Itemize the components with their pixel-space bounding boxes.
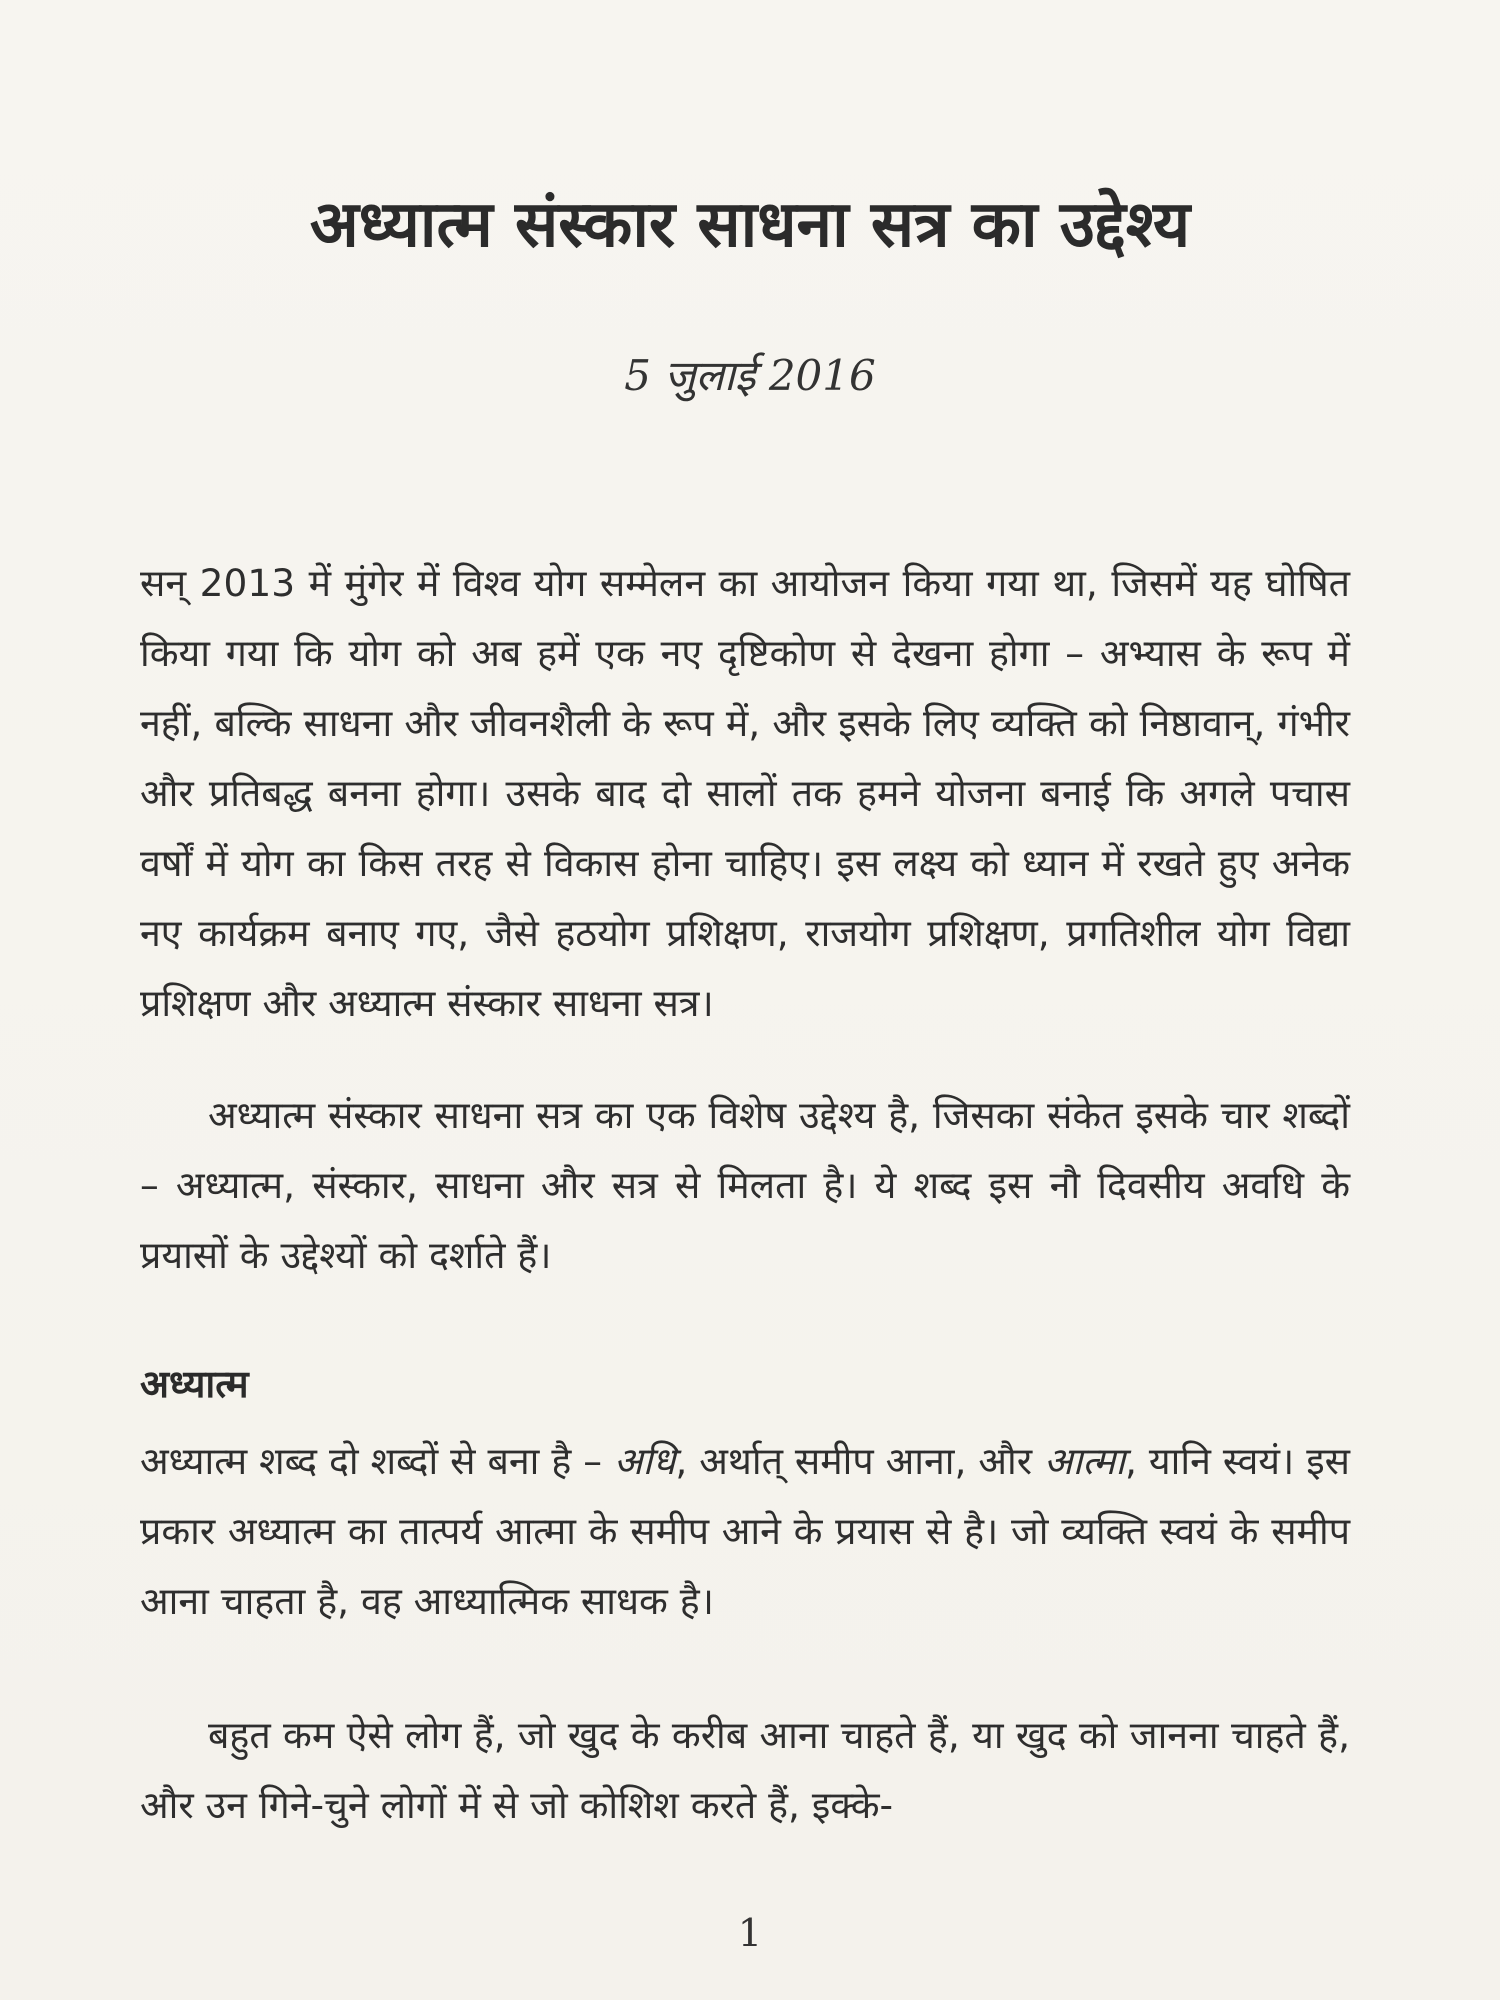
section-paragraph-2: बहुत कम ऐसे लोग हैं, जो खुद के करीब आना चाहते हैं, या खुद को जानना चाहते हैं, और उन गिने-चुने लोगों में से जो कोशिश करते हैं, इक्के- [140,1713,1350,1827]
date-line: 5 जुलाई 2016 [624,351,876,400]
page-number: 1 [737,1911,763,1955]
section-paragraph-1 [140,1426,1350,1636]
page-title: अध्यात्म संस्कार साधना सत्र का उद्देश्य [309,188,1191,262]
paragraph-2: अध्यात्म संस्कार साधना सत्र का एक विशेष उद्देश्य है, जिसका संकेत इसके चार शब्दों – अध्यात्म, संस्कार, साधना और सत्र से मिलता है। ये शब्द इस नौ दिवसीय अवधि के प्रयासों के उद्देश्यों को दर्शाते हैं। [140,1093,1350,1277]
para-mid: , अर्थात् समीप आना, और [675,1439,1045,1483]
para-rest: , यानि स्वयं। इस प्रकार अध्यात्म का तात्पर्य आत्मा के समीप आने के प्रयास से है। जो व्यक्ति स्वयं के समीप आना चाहता है, वह आध्यात्मिक साधक है। [140,1439,1350,1623]
paragraph-1: सन् 2013 में मुंगेर में विश्व योग सम्मेलन का आयोजन किया गया था, जिसमें यह घोषित किया गया कि योग को अब हमें एक नए दृष्टिकोण से देखना होगा – अभ्यास के रूप में नहीं, बल्कि साधना और जीवनशैली के रूप में, और इसके लिए व्यक्ति को निष्ठावान्, गंभीर और प्रतिबद्ध बनना होगा। उसके बाद दो सालों तक हमने योजना बनाई कि अगले पचास वर्षों में योग का किस तरह से विकास होना चाहिए। इस लक्ष्य को ध्यान में रखते हुए अनेक नए कार्यक्रम बनाए गए, जैसे हठयोग प्रशिक्षण, राजयोग प्रशिक्षण, प्रगतिशील योग विद्या प्रशिक्षण और अध्यात्म संस्कार साधना सत्र। [140,561,1350,1025]
term-atma: आत्मा [1044,1439,1126,1483]
section-heading: अध्यात्म [140,1362,249,1406]
para-lead: अध्यात्म शब्द दो शब्दों से बना है – [140,1439,614,1483]
term-adhi: अधि [613,1439,676,1483]
